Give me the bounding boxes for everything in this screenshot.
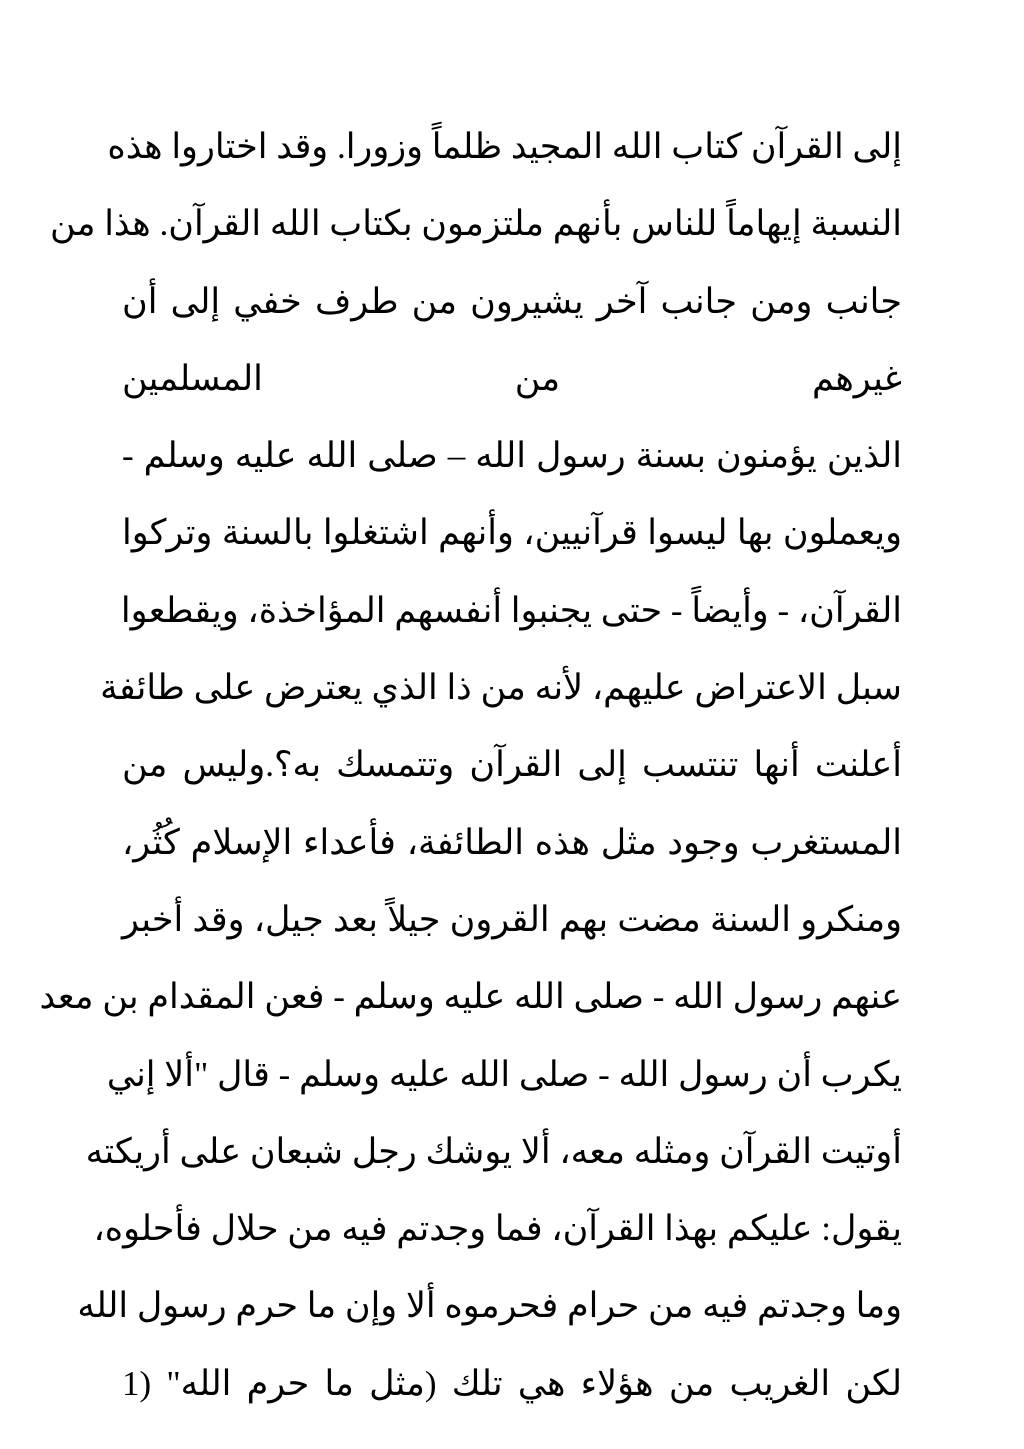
text-line-16: وما وجدتم فيه من حرام فحرموه ألا وإن ما حرم رسول الله: [77, 1286, 902, 1326]
text-line-13: يكرب أن رسول الله - صلى الله عليه وسلم - قال "ألا إني: [106, 1054, 902, 1094]
text-line-2: النسبة إيهاماً للناس بأنهم ملتزمون بكتاب الله القرآن. هذا من: [50, 204, 902, 244]
text-line-9: أعلنت أنها تنتسب إلى القرآن وتتمسك به؟.وليس من: [122, 745, 902, 785]
text-line-14: أوتيت القرآن ومثله معه، ألا يوشك رجل شبعان على أريكته: [85, 1131, 902, 1171]
text-line-10: المستغرب وجود مثل هذه الطائفة، فأعداء الإسلام كُثُر،: [122, 822, 902, 862]
text-line-8: سبل الاعتراض عليهم، لأنه من ذا الذي يعترض على طائفة: [100, 668, 902, 708]
text-line-3: جانب ومن جانب آخر يشيرون من طرف خفي إلى أن: [122, 281, 902, 321]
text-line-15: يقول: عليكم بهذا القرآن، فما وجدتم فيه من حلال فأحلوه،: [93, 1209, 902, 1249]
text-line-4: غيرهم من المسلمين: [122, 358, 902, 398]
text-line-5: الذين يؤمنون بسنة رسول الله – صلى الله عليه وسلم -: [122, 436, 902, 476]
text-line-1: إلى القرآن كتاب الله المجيد ظلماً وزورا. وقد اختاروا هذه: [107, 127, 902, 166]
text-line-17: لكن الغريب من هؤلاء هي تلك (مثل ما حرم الله" (1: [122, 1363, 902, 1403]
text-line-11: ومنكرو السنة مضت بهم القرون جيلاً بعد جيل، وقد أخبر: [122, 899, 902, 939]
text-line-6: ويعملون بها ليسوا قرآنيين، وأنهم اشتغلوا بالسنة وتركوا: [122, 513, 903, 553]
text-line-7: القرآن، - وأيضاً - حتى يجنبوا أنفسهم المؤاخذة، ويقطعوا: [120, 590, 902, 630]
text-line-12: عنهم رسول الله - صلى الله عليه وسلم - فعن المقدام بن معد: [39, 977, 902, 1017]
body-text: [39, 117, 903, 1431]
